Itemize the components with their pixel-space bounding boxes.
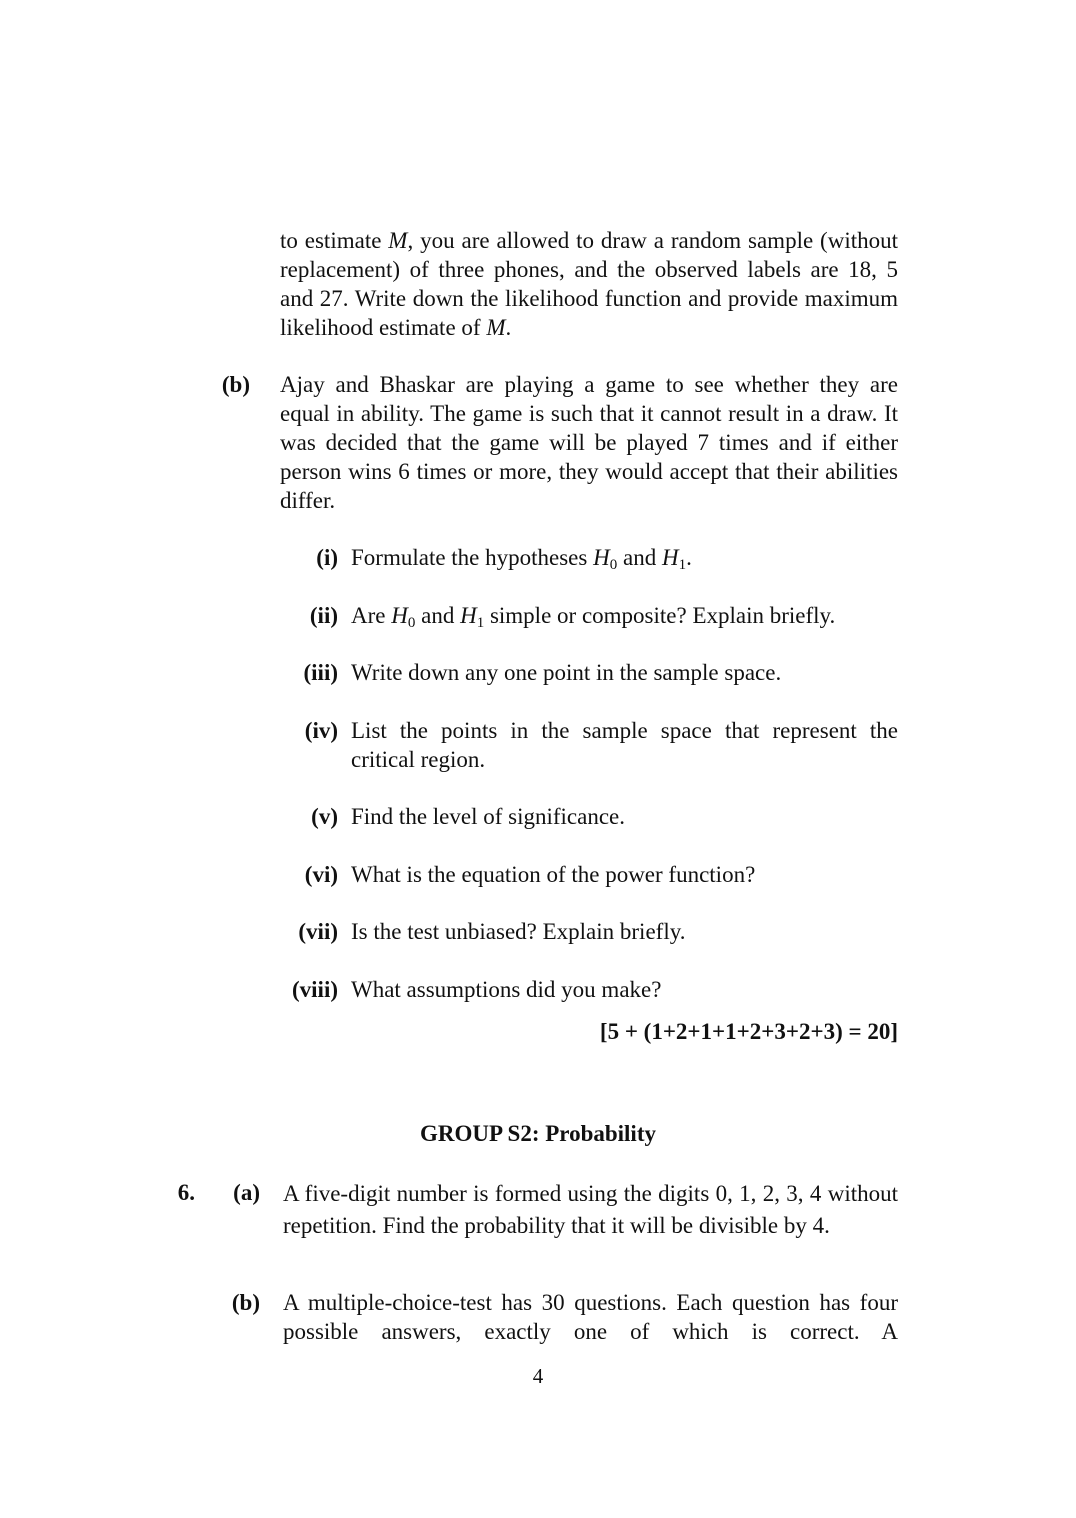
group-heading: GROUP S2: Probability [420, 1121, 656, 1146]
sub-label-viii: (viii) [292, 977, 338, 1002]
sub-text: Are [351, 603, 392, 628]
subscript: 0 [407, 615, 416, 631]
sub-label-iii: (iii) [303, 660, 338, 685]
sub-item-i [351, 543, 898, 572]
sub-item-iv: List the points in the sample space that represent the critical region. [351, 718, 898, 772]
math-H: H [391, 603, 408, 628]
sub-item-ii [351, 601, 898, 630]
sub-label-v: (v) [311, 804, 338, 829]
sub-text: and [415, 603, 461, 628]
sub-text: simple or composite? Explain briefly. [484, 603, 836, 628]
q6-b-text: A multiple-choice-test has 30 questions. Each question has four possible answers, exactly one of which is correct. A [283, 1290, 898, 1344]
math-M: M [388, 228, 408, 253]
continuation-paragraph [280, 226, 898, 342]
q6-a-text: A five-digit number is formed using the digits 0, 1, 2, 3, 4 without repetition. Find the probability that it will be divisible by 4. [283, 1181, 898, 1238]
math-H: H [661, 545, 679, 570]
page-number: 4 [532, 1364, 544, 1388]
sub-item-vi: What is the equation of the power function? [351, 862, 756, 887]
sub-text: and [617, 545, 662, 570]
sub-item-viii: What assumptions did you make? [351, 977, 662, 1002]
sub-text: Formulate the hypotheses [351, 545, 594, 570]
sub-label-ii: (ii) [309, 603, 338, 628]
q6-b-label: (b) [231, 1290, 260, 1315]
part-b-text: Ajay and Bhaskar are playing a game to see whether they are equal in ability. The game is such that it cannot result in a draw. It was decided that the game will be played 7 times and if either person wins 6 times or more, they would accept that their abilities differ. [280, 372, 898, 513]
sub-item-v: Find the level of significance. [351, 804, 626, 829]
marks-allocation: [5 + (1+2+1+1+2+3+2+3) = 20] [599, 1019, 898, 1044]
subscript: 1 [678, 557, 687, 573]
sub-label-iv: (iv) [304, 718, 338, 743]
sub-label-vii: (vii) [298, 919, 338, 944]
continuation-text-1: to estimate [280, 228, 389, 253]
subscript: 1 [476, 615, 485, 631]
continuation-text-2: , you are allowed to draw a random sample (without replacement) of three phones, and the observed labels are 18, 5 and 27. Write down the likelihood function and provide maximum likelihood estimate of [280, 228, 898, 340]
sub-item-vii: Is the test unbiased? Explain briefly. [351, 919, 686, 944]
question-number: 6. [177, 1180, 195, 1205]
continuation-text-3: . [505, 315, 512, 340]
sub-label-i: (i) [316, 545, 338, 570]
subscript: 0 [609, 557, 618, 573]
q6-a-label: (a) [233, 1180, 260, 1205]
sub-item-iii: Write down any one point in the sample space. [351, 660, 782, 685]
math-H: H [460, 603, 477, 628]
sub-text: . [686, 545, 692, 570]
sub-label-vi: (vi) [304, 862, 338, 887]
math-M: M [486, 315, 506, 340]
math-H: H [593, 545, 610, 570]
part-b-label: (b) [221, 372, 250, 397]
